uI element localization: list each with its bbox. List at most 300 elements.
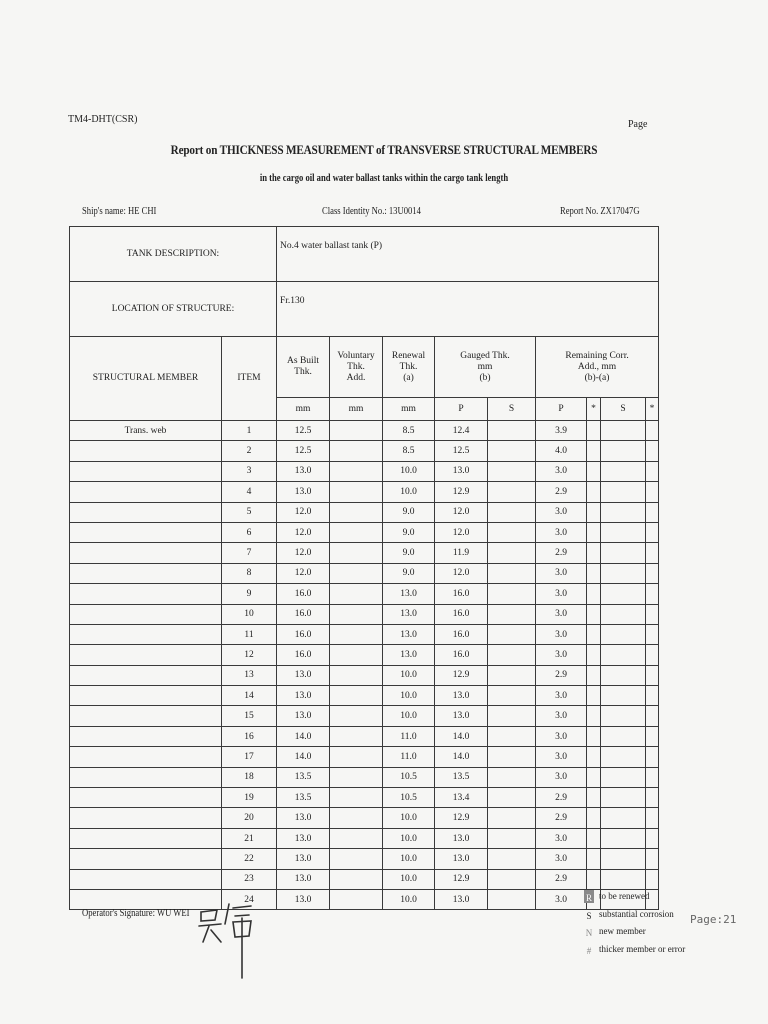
structural-member-cell <box>70 482 222 502</box>
gauged-p-cell: 12.0 <box>435 563 488 583</box>
renewal-cell: 13.0 <box>383 604 435 624</box>
remaining-p-flag-cell <box>587 584 601 604</box>
gauged-p-cell: 14.0 <box>435 726 488 746</box>
unit-gauged-s: S <box>488 398 536 421</box>
gauged-s-cell <box>488 767 536 787</box>
structural-member-cell <box>70 522 222 542</box>
remaining-p-cell: 3.0 <box>536 706 587 726</box>
remaining-s-flag-cell <box>646 543 659 563</box>
item-cell: 16 <box>222 726 277 746</box>
renewal-cell: 9.0 <box>383 563 435 583</box>
as-built-cell: 13.0 <box>277 686 330 706</box>
header-item: ITEM <box>222 337 277 421</box>
item-cell: 20 <box>222 808 277 828</box>
table-row <box>70 869 659 889</box>
remaining-s-cell <box>601 869 646 889</box>
as-built-cell: 13.0 <box>277 665 330 685</box>
gauged-s-cell <box>488 522 536 542</box>
gauged-s-cell <box>488 624 536 644</box>
voluntary-cell <box>330 563 383 583</box>
as-built-cell: 12.5 <box>277 441 330 461</box>
report-number: Report No. ZX17047G <box>560 206 640 217</box>
remaining-s-cell <box>601 624 646 644</box>
voluntary-cell <box>330 828 383 848</box>
gauged-s-cell <box>488 726 536 746</box>
remaining-s-cell <box>601 686 646 706</box>
gauged-p-cell: 13.0 <box>435 889 488 909</box>
voluntary-cell <box>330 461 383 481</box>
table-row <box>70 482 659 502</box>
remaining-p-cell: 3.0 <box>536 828 587 848</box>
as-built-cell: 16.0 <box>277 645 330 665</box>
header-structural-member: STRUCTURAL MEMBER <box>70 337 222 421</box>
remaining-s-flag-cell <box>646 849 659 869</box>
as-built-cell: 13.0 <box>277 849 330 869</box>
unit-remaining-s-flag: * <box>646 398 659 421</box>
ship-name: Ship's name: HE CHI <box>82 206 157 217</box>
item-cell: 15 <box>222 706 277 726</box>
remaining-p-cell: 2.9 <box>536 869 587 889</box>
remaining-s-cell <box>601 563 646 583</box>
gauged-s-cell <box>488 808 536 828</box>
remaining-s-flag-cell <box>646 522 659 542</box>
gauged-s-cell <box>488 889 536 909</box>
thickness-table <box>69 226 659 910</box>
remaining-s-cell <box>601 747 646 767</box>
legend-item-renewed: R to be renewed <box>585 891 650 904</box>
table-row <box>70 624 659 644</box>
item-cell: 11 <box>222 624 277 644</box>
as-built-cell: 16.0 <box>277 584 330 604</box>
gauged-s-cell <box>488 421 536 441</box>
gauged-p-cell: 13.0 <box>435 849 488 869</box>
item-cell: 24 <box>222 889 277 909</box>
renewal-cell: 8.5 <box>383 421 435 441</box>
legend-item-thicker: # thicker member or error <box>586 943 686 956</box>
remaining-p-flag-cell <box>587 849 601 869</box>
gauged-p-cell: 12.0 <box>435 502 488 522</box>
gauged-p-cell: 16.0 <box>435 604 488 624</box>
table-row <box>70 686 659 706</box>
renewal-cell: 11.0 <box>383 747 435 767</box>
renewal-cell: 9.0 <box>383 543 435 563</box>
voluntary-cell <box>330 421 383 441</box>
table-row <box>70 889 659 909</box>
table-row <box>70 543 659 563</box>
renewal-cell: 10.5 <box>383 767 435 787</box>
item-cell: 2 <box>222 441 277 461</box>
voluntary-cell <box>330 808 383 828</box>
renewal-cell: 10.0 <box>383 686 435 706</box>
gauged-s-cell <box>488 706 536 726</box>
gauged-p-cell: 13.0 <box>435 706 488 726</box>
as-built-cell: 13.0 <box>277 869 330 889</box>
remaining-p-flag-cell <box>587 788 601 808</box>
remaining-p-cell: 3.0 <box>536 767 587 787</box>
remaining-s-cell <box>601 828 646 848</box>
gauged-s-cell <box>488 461 536 481</box>
tank-description-value: No.4 water ballast tank (P) <box>277 227 659 282</box>
renewal-cell: 10.0 <box>383 869 435 889</box>
as-built-cell: 16.0 <box>277 604 330 624</box>
remaining-p-cell: 2.9 <box>536 665 587 685</box>
voluntary-cell <box>330 788 383 808</box>
remaining-p-cell: 4.0 <box>536 441 587 461</box>
structural-member-cell <box>70 441 222 461</box>
voluntary-cell <box>330 889 383 909</box>
remaining-s-flag-cell <box>646 808 659 828</box>
unit-voluntary: mm <box>330 398 383 421</box>
structural-member-cell <box>70 584 222 604</box>
operator-signature-label: Operator's Signature: WU WEI <box>82 908 190 919</box>
structural-member-cell <box>70 726 222 746</box>
remaining-s-cell <box>601 502 646 522</box>
remaining-p-cell: 3.0 <box>536 747 587 767</box>
table-row <box>70 604 659 624</box>
gauged-p-cell: 16.0 <box>435 584 488 604</box>
voluntary-cell <box>330 849 383 869</box>
unit-gauged-p: P <box>435 398 488 421</box>
table-row <box>70 747 659 767</box>
header-as-built: As Built Thk. <box>277 337 330 398</box>
structural-member-cell <box>70 788 222 808</box>
remaining-p-flag-cell <box>587 726 601 746</box>
remaining-s-flag-cell <box>646 665 659 685</box>
item-cell: 10 <box>222 604 277 624</box>
table-row <box>70 828 659 848</box>
as-built-cell: 13.0 <box>277 828 330 848</box>
renewal-cell: 10.0 <box>383 828 435 848</box>
remaining-p-cell: 2.9 <box>536 543 587 563</box>
gauged-s-cell <box>488 869 536 889</box>
structural-member-cell <box>70 828 222 848</box>
header-gauged: Gauged Thk. mm (b) <box>435 337 536 398</box>
location-row <box>70 282 659 337</box>
table-row <box>70 665 659 685</box>
remaining-p-flag-cell <box>587 808 601 828</box>
remaining-s-cell <box>601 767 646 787</box>
remaining-p-flag-cell <box>587 706 601 726</box>
remaining-p-flag-cell <box>587 645 601 665</box>
gauged-p-cell: 14.0 <box>435 747 488 767</box>
item-cell: 9 <box>222 584 277 604</box>
gauged-p-cell: 12.9 <box>435 665 488 685</box>
table-row <box>70 849 659 869</box>
unit-renewal: mm <box>383 398 435 421</box>
remaining-p-cell: 3.0 <box>536 726 587 746</box>
as-built-cell: 13.0 <box>277 706 330 726</box>
remaining-s-flag-cell <box>646 604 659 624</box>
voluntary-cell <box>330 706 383 726</box>
remaining-p-cell: 2.9 <box>536 808 587 828</box>
gauged-p-cell: 13.4 <box>435 788 488 808</box>
structural-member-cell <box>70 869 222 889</box>
as-built-cell: 12.0 <box>277 543 330 563</box>
remaining-p-flag-cell <box>587 543 601 563</box>
gauged-p-cell: 13.0 <box>435 828 488 848</box>
voluntary-cell <box>330 502 383 522</box>
gauged-p-cell: 13.0 <box>435 686 488 706</box>
gauged-s-cell <box>488 441 536 461</box>
structural-member-cell <box>70 849 222 869</box>
remaining-p-flag-cell <box>587 482 601 502</box>
item-cell: 4 <box>222 482 277 502</box>
remaining-p-flag-cell <box>587 624 601 644</box>
table-row <box>70 788 659 808</box>
table-row <box>70 706 659 726</box>
remaining-p-flag-cell <box>587 665 601 685</box>
remaining-p-flag-cell <box>587 421 601 441</box>
remaining-s-cell <box>601 482 646 502</box>
item-cell: 5 <box>222 502 277 522</box>
table-row <box>70 522 659 542</box>
voluntary-cell <box>330 747 383 767</box>
voluntary-cell <box>330 686 383 706</box>
tank-description-label: TANK DESCRIPTION: <box>70 227 277 282</box>
structural-member-cell <box>70 645 222 665</box>
remaining-s-cell <box>601 421 646 441</box>
renewal-cell: 8.5 <box>383 441 435 461</box>
remaining-s-flag-cell <box>646 788 659 808</box>
remaining-p-flag-cell <box>587 563 601 583</box>
remaining-s-flag-cell <box>646 645 659 665</box>
remaining-p-flag-cell <box>587 604 601 624</box>
item-cell: 22 <box>222 849 277 869</box>
page-stamp: Page:21 <box>690 913 737 926</box>
as-built-cell: 13.0 <box>277 808 330 828</box>
gauged-s-cell <box>488 502 536 522</box>
gauged-p-cell: 12.9 <box>435 808 488 828</box>
table-row <box>70 421 659 441</box>
remaining-p-flag-cell <box>587 461 601 481</box>
handwritten-signature <box>195 890 255 980</box>
location-value: Fr.130 <box>277 282 659 337</box>
remaining-s-cell <box>601 726 646 746</box>
gauged-p-cell: 11.9 <box>435 543 488 563</box>
as-built-cell: 12.0 <box>277 522 330 542</box>
header-voluntary: Voluntary Thk. Add. <box>330 337 383 398</box>
remaining-s-cell <box>601 461 646 481</box>
remaining-p-cell: 2.9 <box>536 788 587 808</box>
remaining-s-cell <box>601 522 646 542</box>
remaining-p-cell: 3.0 <box>536 502 587 522</box>
remaining-p-cell: 3.0 <box>536 624 587 644</box>
renewal-cell: 13.0 <box>383 584 435 604</box>
remaining-s-cell <box>601 808 646 828</box>
remaining-p-flag-cell <box>587 869 601 889</box>
voluntary-cell <box>330 441 383 461</box>
remaining-p-cell: 2.9 <box>536 482 587 502</box>
unit-as-built: mm <box>277 398 330 421</box>
as-built-cell: 13.5 <box>277 767 330 787</box>
as-built-cell: 13.5 <box>277 788 330 808</box>
legend <box>584 888 685 958</box>
remaining-p-flag-cell <box>587 686 601 706</box>
remaining-s-flag-cell <box>646 461 659 481</box>
remaining-s-cell <box>601 584 646 604</box>
remaining-s-flag-cell <box>646 563 659 583</box>
item-cell: 21 <box>222 828 277 848</box>
remaining-s-flag-cell <box>646 828 659 848</box>
gauged-s-cell <box>488 563 536 583</box>
renewal-cell: 11.0 <box>383 726 435 746</box>
voluntary-cell <box>330 665 383 685</box>
table-row <box>70 441 659 461</box>
remaining-s-cell <box>601 441 646 461</box>
as-built-cell: 14.0 <box>277 726 330 746</box>
voluntary-cell <box>330 624 383 644</box>
renewal-cell: 13.0 <box>383 645 435 665</box>
remaining-s-flag-cell <box>646 502 659 522</box>
remaining-s-flag-cell <box>646 767 659 787</box>
voluntary-cell <box>330 604 383 624</box>
table-row <box>70 584 659 604</box>
remaining-s-flag-cell <box>646 869 659 889</box>
remaining-s-flag-cell <box>646 624 659 644</box>
remaining-s-cell <box>601 788 646 808</box>
table-row <box>70 645 659 665</box>
gauged-p-cell: 16.0 <box>435 645 488 665</box>
form-id: TM4-DHT(CSR) <box>68 114 138 125</box>
remaining-s-flag-cell <box>646 421 659 441</box>
item-cell: 14 <box>222 686 277 706</box>
remaining-p-cell: 3.0 <box>536 645 587 665</box>
structural-member-cell <box>70 706 222 726</box>
table-row <box>70 726 659 746</box>
remaining-p-flag-cell <box>587 502 601 522</box>
unit-remaining-s: S <box>601 398 646 421</box>
class-identity: Class Identity No.: 13U0014 <box>322 206 421 217</box>
legend-item-corrosion: S substantial corrosion <box>586 908 674 921</box>
remaining-p-cell: 3.9 <box>536 421 587 441</box>
item-cell: 1 <box>222 421 277 441</box>
renewal-cell: 10.0 <box>383 889 435 909</box>
report-title: Report on THICKNESS MEASUREMENT of TRANSVERSE STRUCTURAL MEMBERS <box>170 142 598 157</box>
structural-member-cell <box>70 461 222 481</box>
remaining-s-cell <box>601 849 646 869</box>
gauged-s-cell <box>488 665 536 685</box>
item-cell: 17 <box>222 747 277 767</box>
remaining-p-flag-cell <box>587 441 601 461</box>
remaining-s-cell <box>601 543 646 563</box>
gauged-s-cell <box>488 849 536 869</box>
remaining-s-flag-cell <box>646 747 659 767</box>
structural-member-cell <box>70 686 222 706</box>
unit-remaining-p: P <box>536 398 587 421</box>
renewal-cell: 10.0 <box>383 808 435 828</box>
remaining-s-flag-cell <box>646 482 659 502</box>
renewal-cell: 10.0 <box>383 461 435 481</box>
as-built-cell: 16.0 <box>277 624 330 644</box>
remaining-p-cell: 3.0 <box>536 461 587 481</box>
item-cell: 18 <box>222 767 277 787</box>
voluntary-cell <box>330 869 383 889</box>
as-built-cell: 13.0 <box>277 461 330 481</box>
tank-description-row <box>70 227 659 282</box>
voluntary-cell <box>330 482 383 502</box>
as-built-cell: 12.0 <box>277 502 330 522</box>
structural-member-cell <box>70 624 222 644</box>
structural-member-cell <box>70 563 222 583</box>
remaining-p-cell: 3.0 <box>536 849 587 869</box>
structural-member-cell: Trans. web <box>70 421 222 441</box>
remaining-s-cell <box>601 665 646 685</box>
gauged-p-cell: 13.5 <box>435 767 488 787</box>
item-cell: 8 <box>222 563 277 583</box>
gauged-p-cell: 12.0 <box>435 522 488 542</box>
gauged-s-cell <box>488 686 536 706</box>
voluntary-cell <box>330 543 383 563</box>
as-built-cell: 12.5 <box>277 421 330 441</box>
header-remaining: Remaining Corr. Add., mm (b)-(a) <box>536 337 659 398</box>
gauged-s-cell <box>488 482 536 502</box>
item-cell: 19 <box>222 788 277 808</box>
gauged-p-cell: 12.9 <box>435 482 488 502</box>
item-cell: 3 <box>222 461 277 481</box>
structural-member-cell <box>70 543 222 563</box>
gauged-s-cell <box>488 584 536 604</box>
remaining-p-flag-cell <box>587 522 601 542</box>
item-cell: 23 <box>222 869 277 889</box>
gauged-s-cell <box>488 604 536 624</box>
gauged-s-cell <box>488 543 536 563</box>
item-cell: 6 <box>222 522 277 542</box>
renewal-cell: 10.0 <box>383 706 435 726</box>
voluntary-cell <box>330 645 383 665</box>
gauged-s-cell <box>488 828 536 848</box>
remaining-p-flag-cell <box>587 747 601 767</box>
remaining-p-flag-cell <box>587 828 601 848</box>
remaining-s-cell <box>601 604 646 624</box>
gauged-p-cell: 13.0 <box>435 461 488 481</box>
renewal-cell: 13.0 <box>383 624 435 644</box>
remaining-s-cell <box>601 706 646 726</box>
renewal-cell: 9.0 <box>383 522 435 542</box>
report-subtitle: in the cargo oil and water ballast tanks within the cargo tank length <box>259 173 509 184</box>
renewal-cell: 10.5 <box>383 788 435 808</box>
as-built-cell: 14.0 <box>277 747 330 767</box>
gauged-p-cell: 12.9 <box>435 869 488 889</box>
renewal-cell: 10.0 <box>383 849 435 869</box>
header-renewal: Renewal Thk. (a) <box>383 337 435 398</box>
table-row <box>70 461 659 481</box>
remaining-p-cell: 3.0 <box>536 686 587 706</box>
table-row <box>70 808 659 828</box>
location-label: LOCATION OF STRUCTURE: <box>70 282 277 337</box>
item-cell: 12 <box>222 645 277 665</box>
remaining-s-flag-cell <box>646 441 659 461</box>
structural-member-cell <box>70 665 222 685</box>
as-built-cell: 13.0 <box>277 482 330 502</box>
remaining-p-cell: 3.0 <box>536 889 587 909</box>
renewal-cell: 10.0 <box>383 665 435 685</box>
structural-member-cell <box>70 808 222 828</box>
structural-member-cell <box>70 767 222 787</box>
table-row <box>70 502 659 522</box>
remaining-p-flag-cell <box>587 767 601 787</box>
remaining-s-flag-cell <box>646 726 659 746</box>
renewal-cell: 10.0 <box>383 482 435 502</box>
gauged-s-cell <box>488 747 536 767</box>
remaining-s-cell <box>601 645 646 665</box>
remaining-p-cell: 3.0 <box>536 604 587 624</box>
structural-member-cell <box>70 747 222 767</box>
gauged-p-cell: 12.4 <box>435 421 488 441</box>
remaining-s-flag-cell <box>646 706 659 726</box>
structural-member-cell <box>70 604 222 624</box>
table-row <box>70 563 659 583</box>
remaining-s-flag-cell <box>646 584 659 604</box>
